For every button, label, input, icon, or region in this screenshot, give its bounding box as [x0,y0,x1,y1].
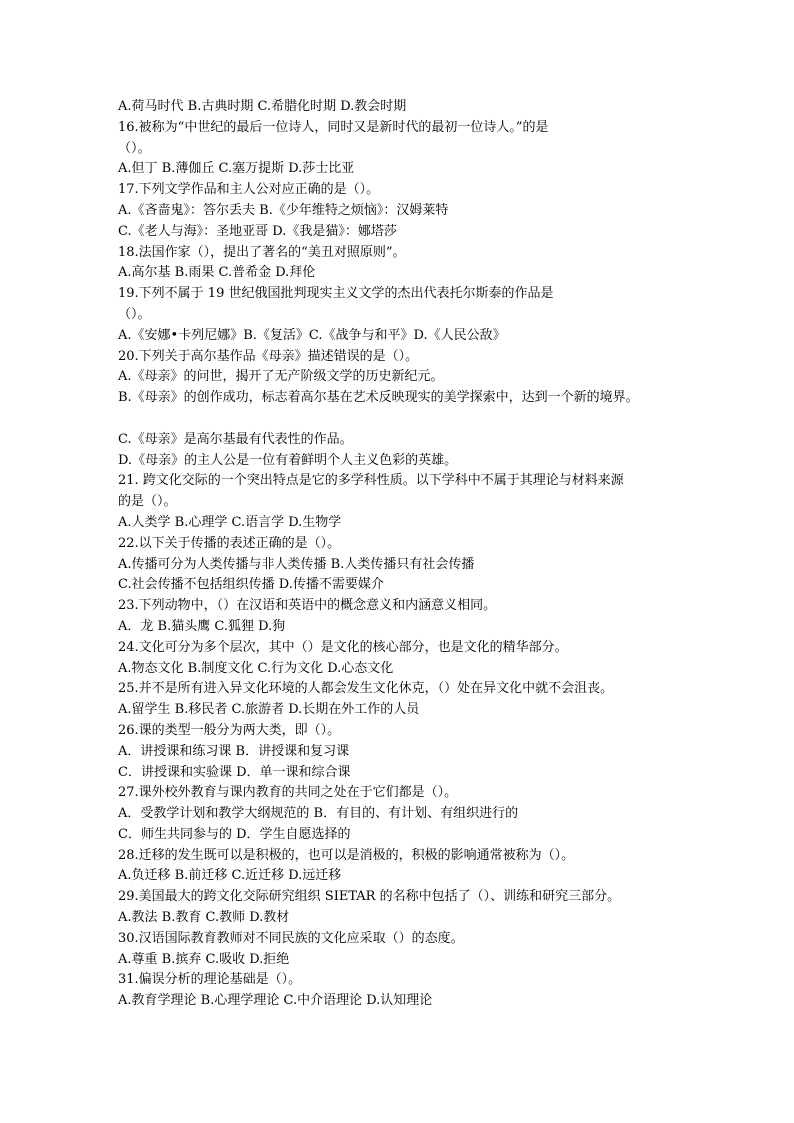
question-text-body [118,97,688,1012]
text-line: 27.课外校外教育与课内教育的共同之处在于它们都是（）。 [118,785,458,801]
text-line: A．龙 B.猫头鹰 C.狐狸 D.狗 [118,618,286,634]
text-line: C．师生共同参与的 D．学生自愿选择的 [118,826,351,842]
text-line: D.《母亲》的主人公是一位有着鲜明个人主义色彩的英雄。 [118,452,458,468]
text-line: A.荷马时代 B.古典时期 C.希腊化时期 D.教会时期 [118,99,407,114]
text-line: A.《母亲》的问世，揭开了无产阶级文学的历史新纪元。 [118,369,444,385]
text-line: A.尊重 B.摈弃 C.吸收 D.拒绝 [118,951,290,967]
text-line: 20.下列关于高尔基作品《母亲》描述错误的是（）。 [118,348,419,364]
text-line: A.《安娜•卡列尼娜》B.《复活》C.《战争与和平》D.《人民公敌》 [118,327,506,343]
text-line: 21. 跨文化交际的一个突出特点是它的多学科性质。以下学科中不属于其理论与材料来源 [118,473,624,489]
text-line: 19.下列不属于 19 世纪俄国批判现实主义文学的杰出代表托尔斯泰的作品是 [118,286,554,302]
blank-line [118,409,688,430]
text-line: A.高尔基 B.雨果 C.普希金 D.拜伦 [118,265,316,281]
text-line: 24.文化可分为多个层次，其中（）是文化的核心部分，也是文化的精华部分。 [118,639,568,655]
text-line: 16.被称为“中世纪的最后一位诗人，同时又是新时代的最初一位诗人。”的是 [118,119,549,135]
text-line: 29.美国最大的跨文化交际研究组织 SIETAR 的名称中包括了（）、训练和研究三部分。 [118,889,621,905]
text-line: C．讲授课和实验课 D．单一课和综合课 [118,764,351,780]
text-line: 28.迁移的发生既可以是积极的，也可以是消极的，积极的影响通常被称为（）。 [118,847,575,863]
text-line: C.《老人与海》：圣地亚哥 D.《我是猫》：娜塔莎 [118,223,397,239]
text-line: A．受教学计划和教学大纲规范的 B．有目的、有计划、有组织进行的 [118,806,519,822]
text-line: 23.下列动物中，（）在汉语和英语中的概念意义和内涵意义相同。 [118,598,497,614]
text-line: （）。 [118,140,151,156]
text-line: 30.汉语国际教育教师对不同民族的文化应采取（）的态度。 [118,930,464,946]
text-line: 25.并不是所有进入异文化环境的人都会发生文化休克，（）处在异文化中就不会沮丧。 [118,681,614,697]
text-line: A.人类学 B.心理学 C.语言学 D.生物学 [118,514,342,530]
text-line: B.《母亲》的创作成功，标志着高尔基在艺术反映现实的美学探索中，达到一个新的境界。 [118,390,639,406]
text-line: （）。 [118,306,151,322]
text-line: A.留学生 B.移民者 C.旅游者 D.长期在外工作的人员 [118,702,420,718]
text-line: A.但丁 B.薄伽丘 C.塞万提斯 D.莎士比亚 [118,161,355,177]
text-line: A.负迁移 B.前迁移 C.近迁移 D.远迁移 [118,868,342,884]
text-line: 26.课的类型一般分为两大类，即（）。 [118,722,341,738]
text-line: A.物态文化 B.制度文化 C.行为文化 D.心态文化 [118,660,394,676]
text-line: 18.法国作家（），提出了著名的“美丑对照原则”。 [118,244,406,260]
text-line: A.教育学理论 B.心理学理论 C.中介语理论 D.认知理论 [118,993,433,1009]
text-line: C.社会传播不包括组织传播 D.传播不需要媒介 [118,577,384,593]
text-line: A.《吝啬鬼》：答尔丢夫 B.《少年维特之烦恼》：汉姆莱特 [118,202,449,218]
text-line: C.《母亲》是高尔基最有代表性的作品。 [118,431,353,447]
text-line: A.传播可分为人类传播与非人类传播 B.人类传播只有社会传播 [118,556,475,572]
text-line: 17.下列文学作品和主人公对应正确的是（）。 [118,182,380,198]
text-line: 的是（）。 [118,494,177,510]
text-line: A.教法 B.教育 C.教师 D.教材 [118,910,290,926]
text-line: 31.偏误分析的理论基础是（）。 [118,972,302,988]
text-line: A．讲授课和练习课 B．讲授课和复习课 [118,743,350,759]
text-line: 22.以下关于传播的表述正确的是（）。 [118,535,341,551]
